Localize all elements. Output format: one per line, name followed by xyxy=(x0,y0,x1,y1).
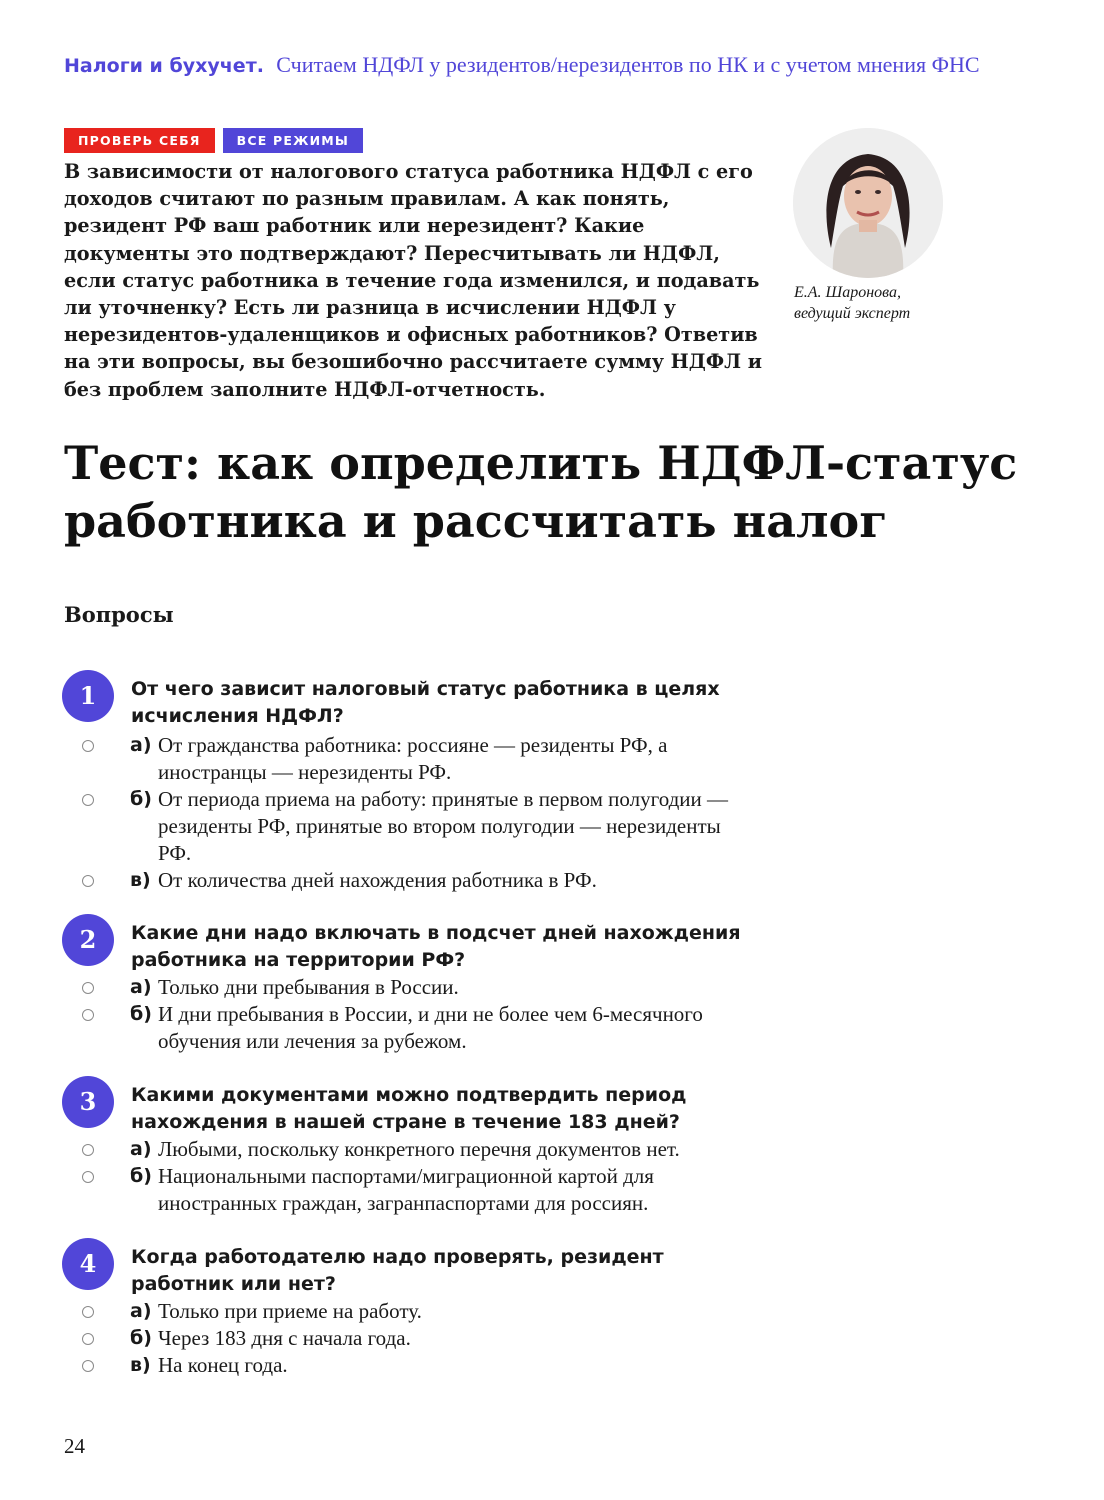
author-role: ведущий эксперт xyxy=(794,305,911,322)
question-text: Какими документами можно подтвердить период нахождения в нашей стране в течение 183 дней? xyxy=(131,1084,687,1133)
option-text: От гражданства работника: россияне — резиденты РФ, а иностранцы — нерезиденты РФ. xyxy=(158,733,668,784)
radio-circle-icon[interactable] xyxy=(82,1009,94,1021)
option-text: Национальными паспортами/миграционной картой для иностранных граждан, загранпаспортами для россиян. xyxy=(158,1164,654,1215)
question-text: Какие дни надо включать в подсчет дней нахождения работника на территории РФ? xyxy=(131,922,741,971)
question-number-badge: 2 xyxy=(62,914,114,966)
option-letter: а) xyxy=(130,1300,152,1322)
option-letter: б) xyxy=(130,788,152,810)
option-text: Любыми, поскольку конкретного перечня документов нет. xyxy=(158,1137,680,1161)
option-letter: б) xyxy=(130,1003,152,1025)
option-text: На конец года. xyxy=(158,1353,288,1377)
questions-heading: Вопросы xyxy=(64,602,174,627)
header-section: Налоги и бухучет. xyxy=(64,55,264,77)
radio-circle-icon[interactable] xyxy=(82,740,94,752)
radio-circle-icon[interactable] xyxy=(82,982,94,994)
option-letter: б) xyxy=(130,1327,152,1349)
author-caption xyxy=(794,282,910,324)
option-text: Только дни пребывания в России. xyxy=(158,975,459,999)
option-letter: а) xyxy=(130,1138,152,1160)
radio-circle-icon[interactable] xyxy=(82,875,94,887)
tag-row xyxy=(64,128,363,153)
option-text: Через 183 дня с начала года. xyxy=(158,1326,411,1350)
question-number-badge: 4 xyxy=(62,1238,114,1290)
radio-circle-icon[interactable] xyxy=(82,1333,94,1345)
option-letter: в) xyxy=(130,869,151,891)
radio-circle-icon[interactable] xyxy=(82,794,94,806)
author-photo xyxy=(793,128,943,278)
question-number-badge: 1 xyxy=(62,670,114,722)
option-text: От периода приема на работу: принятые в первом полугодии — резиденты РФ, принятые во втором полугодии — нерезиденты РФ. xyxy=(158,787,729,865)
radio-circle-icon[interactable] xyxy=(82,1144,94,1156)
radio-circle-icon[interactable] xyxy=(82,1360,94,1372)
running-header xyxy=(64,52,980,78)
tag-check-yourself: ПРОВЕРЬ СЕБЯ xyxy=(64,128,215,153)
option-letter: а) xyxy=(130,734,152,756)
question-number-badge: 3 xyxy=(62,1076,114,1128)
author-name: Е.А. Шаронова, xyxy=(794,284,902,301)
option-letter: а) xyxy=(130,976,152,998)
option-text: От количества дней нахождения работника в РФ. xyxy=(158,868,597,892)
option-text: И дни пребывания в России, и дни не более чем 6-месячного обучения или лечения за рубежом. xyxy=(158,1002,703,1053)
tag-all-regimes: ВСЕ РЕЖИМЫ xyxy=(223,128,363,153)
radio-circle-icon[interactable] xyxy=(82,1306,94,1318)
page-title: Тест: как определить НДФЛ-статус работника и рассчитать налог xyxy=(64,436,1018,548)
header-title: Считаем НДФЛ у резидентов/нерезидентов по НК и с учетом мнения ФНС xyxy=(276,52,980,77)
author-portrait-icon xyxy=(793,128,943,278)
question-text: Когда работодателю надо проверять, резидент работник или нет? xyxy=(131,1246,664,1295)
page-number: 24 xyxy=(64,1434,85,1458)
option-letter: в) xyxy=(130,1354,151,1376)
question-text: От чего зависит налоговый статус работника в целях исчисления НДФЛ? xyxy=(131,678,720,727)
option-text: Только при приеме на работу. xyxy=(158,1299,422,1323)
option-letter: б) xyxy=(130,1165,152,1187)
radio-circle-icon[interactable] xyxy=(82,1171,94,1183)
lead-paragraph: В зависимости от налогового статуса работника НДФЛ с его доходов считают по разным правилам. А как понять, резидент РФ ваш работник или нерезидент? Какие документы это подтверждают? Пересчитывать ли НДФЛ, если статус работника в течение года изменился, и подавать ли уточненку? Есть ли разница в исчислении НДФЛ у нерезидентов-удаленщиков и офисных работников? Ответив на эти вопросы, вы безошибочно рассчитаете сумму НДФЛ и без проблем заполните НДФЛ-отчетность. xyxy=(64,160,762,401)
